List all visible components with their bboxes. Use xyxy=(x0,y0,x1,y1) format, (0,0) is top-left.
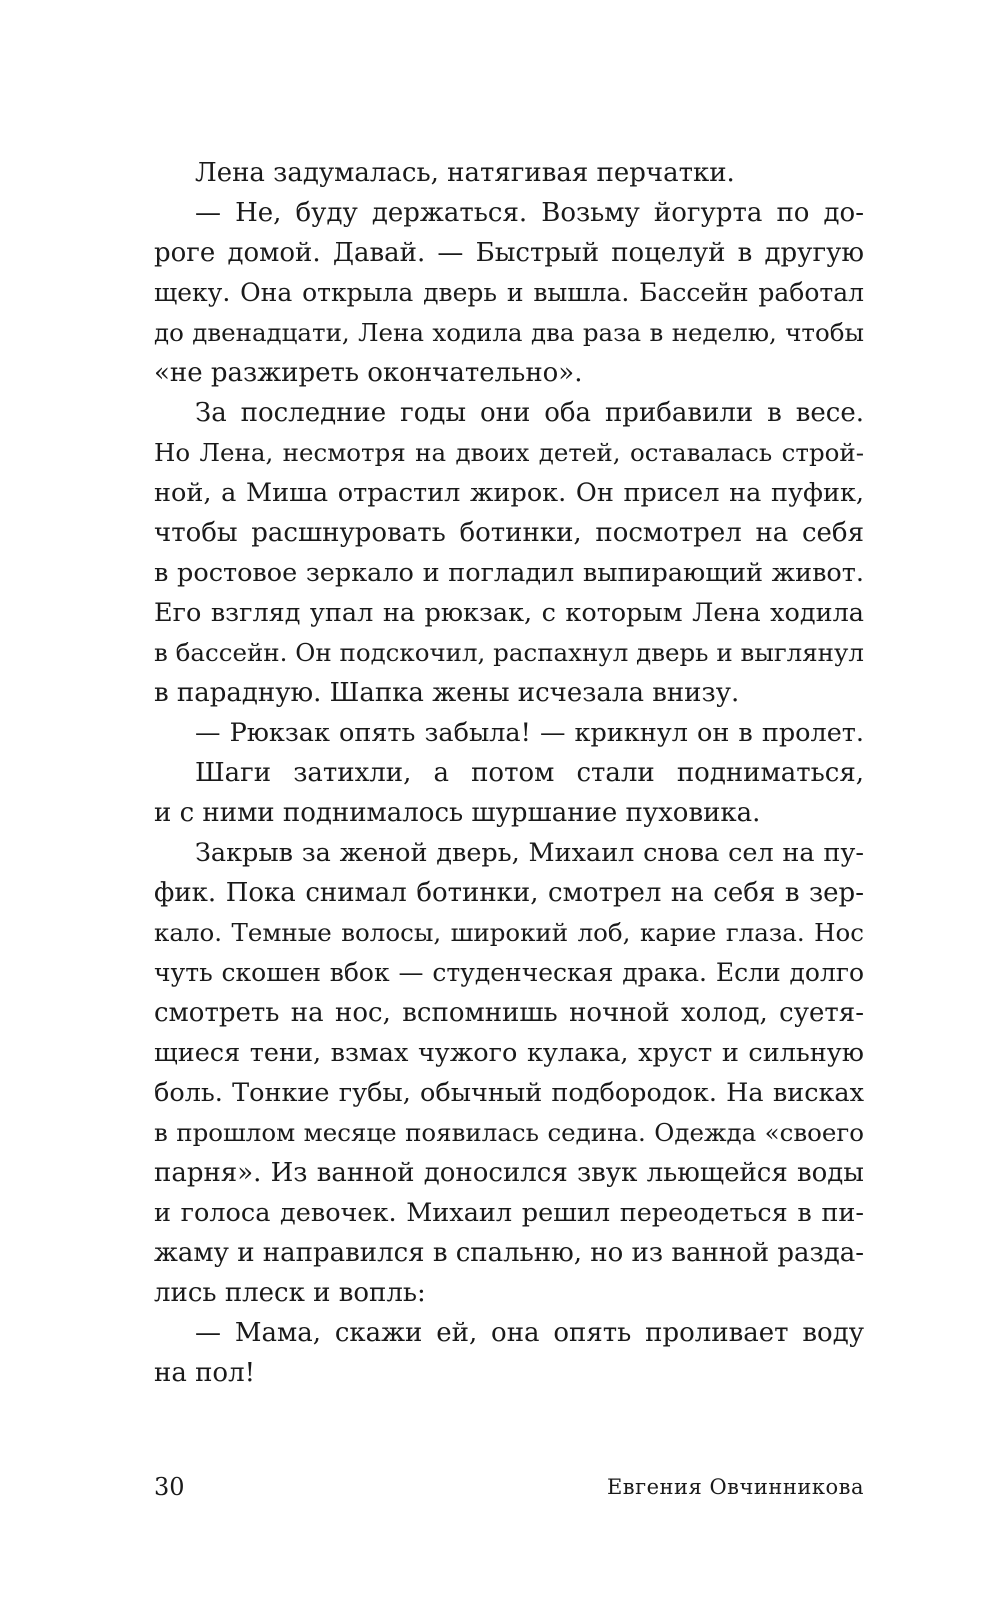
text-line: боль. Тонкие губы, обычный подбородок. На висках xyxy=(154,1078,864,1108)
text-line: щиеся тени, взмах чужого кулака, хруст и сильную xyxy=(154,1038,864,1068)
text-line: парня». Из ванной доносился звук льющейся воды xyxy=(154,1158,864,1188)
text-line: и с ними поднималось шуршание пуховика. xyxy=(154,798,761,828)
text-line: — Мама, скажи ей, она опять проливает воду xyxy=(195,1318,864,1348)
text-line: Но Лена, несмотря на двоих детей, оставалась строй- xyxy=(154,438,864,467)
page-footer xyxy=(154,1469,864,1505)
text-line: щеку. Она открыла дверь и вышла. Бассейн работал xyxy=(154,278,864,307)
text-line: — Не, буду держаться. Возьму йогурта по до- xyxy=(195,198,864,228)
text-line: в ростовое зеркало и погладил выпирающий живот. xyxy=(154,558,864,588)
text-line: чтобы расшнуровать ботинки, посмотрел на себя xyxy=(154,518,864,548)
page-number: 30 xyxy=(154,1473,185,1501)
text-line: За последние годы они оба прибавили в весе. xyxy=(195,398,864,428)
text-line: — Рюкзак опять забыла! — крикнул он в пролет. xyxy=(195,718,864,748)
text-line: Его взгляд упал на рюкзак, с которым Лена ходила xyxy=(154,598,864,628)
running-footer-author: Евгения Овчинникова xyxy=(606,1475,864,1499)
text-line: на пол! xyxy=(154,1358,256,1388)
text-line: лись плеск и вопль: xyxy=(154,1278,426,1308)
text-line: роге домой. Давай. — Быстрый поцелуй в другую xyxy=(154,238,864,268)
text-line: в прошлом месяце появилась седина. Одежда «своего xyxy=(154,1118,864,1147)
text-line: чуть скошен вбок — студенческая драка. Если долго xyxy=(154,958,864,987)
text-line: «не разжиреть окончательно». xyxy=(154,358,583,388)
text-line: в парадную. Шапка жены исчезала внизу. xyxy=(154,678,740,708)
text-line: Закрыв за женой дверь, Михаил снова сел на пу- xyxy=(195,838,864,868)
text-line: и голоса девочек. Михаил решил переодеться в пи- xyxy=(154,1198,864,1228)
text-line: Лена задумалась, натягивая перчатки. xyxy=(195,158,735,188)
text-line: до двенадцати, Лена ходила два раза в неделю, чтобы xyxy=(154,318,864,347)
text-line: в бассейн. Он подскочил, распахнул дверь и выглянул xyxy=(154,638,864,667)
text-line: Шаги затихли, а потом стали подниматься, xyxy=(195,758,864,788)
text-line: кало. Темные волосы, широкий лоб, карие глаза. Нос xyxy=(154,918,864,947)
text-line: ной, а Миша отрастил жирок. Он присел на пуфик, xyxy=(154,478,864,508)
body-text xyxy=(154,153,864,1393)
text-line: жаму и направился в спальню, но из ванной разда- xyxy=(154,1238,864,1268)
text-line: фик. Пока снимал ботинки, смотрел на себя в зер- xyxy=(154,878,864,908)
text-line: смотреть на нос, вспомнишь ночной холод, суетя- xyxy=(154,998,864,1028)
